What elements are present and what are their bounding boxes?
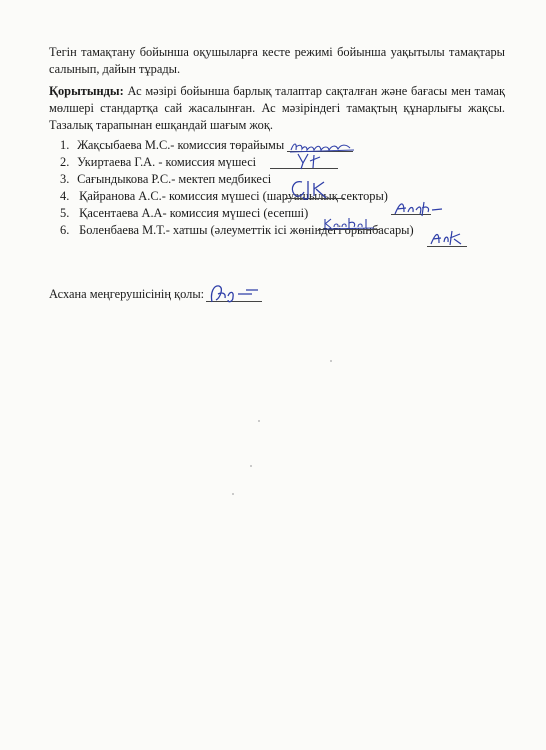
member-text: Қасентаева А.А- комиссия мүшесі (есепші) — [79, 206, 309, 220]
list-number: 3. — [60, 172, 70, 186]
member-text: Сағындыкова Р.С.- мектеп медбикесі — [77, 172, 272, 186]
scan-speck — [258, 420, 260, 422]
member-text: Боленбаева М.Т.- хатшы (әлеуметтік ісі жөніндегі орынбасары) — [79, 223, 414, 237]
list-item — [60, 188, 414, 205]
signature-manager-icon — [206, 282, 266, 306]
paragraph-meals: Тегін тамақтану бойынша оқушыларға кесте режимі бойынша уақытылы тамақтары салынып, дайын тұрады. — [49, 45, 505, 76]
member-text: Жақсыбаева М.С.- комиссия төрайымы — [77, 138, 285, 152]
scan-speck — [232, 493, 234, 495]
list-number: 6. — [60, 223, 70, 237]
scan-speck — [330, 360, 332, 362]
member-text: Укиртаева Г.А. - комиссия мүшесі — [77, 155, 257, 169]
signature-5-icon — [322, 215, 378, 231]
list-item — [60, 137, 414, 154]
list-number: 1. — [60, 138, 70, 152]
conclusion-label: Қорытынды: — [49, 84, 124, 98]
list-number: 2. — [60, 155, 70, 169]
list-item — [60, 154, 414, 171]
paragraph-conclusion — [49, 83, 505, 134]
signature-3-icon — [288, 178, 340, 202]
signature-2-icon — [294, 151, 324, 171]
list-number: 4. — [60, 189, 70, 203]
canteen-manager-signature-label: Асхана меңгерушісінің қолы: — [49, 287, 205, 301]
list-number: 5. — [60, 206, 70, 220]
list-item — [60, 171, 414, 188]
signature-6-icon — [428, 228, 468, 248]
conclusion-text: Ас мәзірі бойынша барлық талаптар сақталған және бағасы мен тамақ мөлшері стандартқа сай жасалынған. Ас мәзіріндегі тамақтың құнарлығы жақсы. Тазалық тарапынан ешқандай шағым жоқ. — [49, 84, 505, 132]
member-text: Қайранова А.С.- комиссия мүшесі (шаруашылық секторы) — [79, 189, 388, 203]
scan-speck — [250, 465, 252, 467]
signature-4-icon — [392, 198, 444, 218]
